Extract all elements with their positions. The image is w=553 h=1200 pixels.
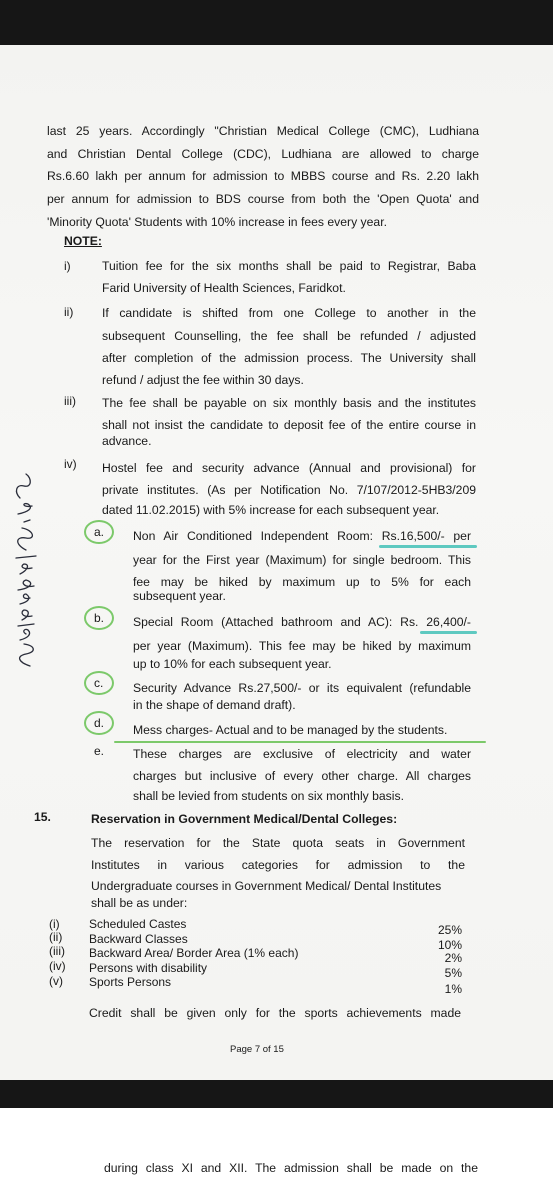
note-iv-line-2: private institutes. (As per Notification No. 7/107/2012-5HB3/209 [102, 483, 476, 497]
reservation-label-5: Sports Persons [89, 975, 172, 989]
reservation-num-4: (iv) [49, 959, 66, 973]
note-iv-line-3: dated 11.02.2015) with 5% increase for each subsequent year. [102, 503, 440, 517]
sub-a-line-1: Non Air Conditioned Independent Room: Rs.16,500/- per [133, 529, 471, 543]
sub-a-line-3: fee may be hiked by maximum up to 5% for each [133, 575, 471, 589]
note-i-line-2: Farid University of Health Sciences, Faridkot. [102, 281, 346, 295]
top-dark-band [0, 0, 553, 45]
bottom-dark-band [0, 1080, 553, 1108]
reservation-num-2: (ii) [49, 930, 63, 944]
sub-e-line-3: shall be levied from students on six monthly basis. [133, 789, 404, 803]
page-number: Page 7 of 15 [230, 1044, 284, 1055]
para-line-5: 'Minority Quota' Students with 10% increase in fees every year. [47, 215, 387, 229]
green-underline-d [114, 741, 486, 743]
sub-a-line-4: subsequent year. [133, 589, 226, 603]
note-i-line-1: Tuition fee for the six months shall be paid to Registrar, Baba [102, 259, 476, 273]
section-line-1: The reservation for the State quota seats in Government [91, 836, 465, 850]
para-line-1: last 25 years. Accordingly "Christian Medical College (CMC), Ludhiana [47, 124, 479, 138]
reservation-label-1: Scheduled Castes [89, 917, 187, 931]
sub-num-d: d. [94, 716, 105, 730]
note-iii-line-2: shall not insist the candidate to deposit fee of the entire course in [102, 418, 476, 432]
sub-a-line-2: year for the First year (Maximum) for single bedroom. This [133, 553, 471, 567]
reservation-pct-2: 10% [437, 938, 462, 952]
section-line-2: Institutes in various categories for admission to the [91, 858, 465, 872]
reservation-label-3: Backward Area/ Border Area (1% each) [89, 946, 299, 960]
note-num-ii: ii) [64, 305, 74, 319]
sub-e-line-2: charges but inclusive of every other charge. All charges [133, 769, 471, 783]
note-ii-line-4: refund / adjust the fee within 30 days. [102, 373, 304, 387]
section-number: 15. [34, 810, 51, 824]
reservation-pct-1: 25% [437, 923, 462, 937]
para-line-4: per annum for admission to BDS course from both the 'Open Quota' and [47, 192, 479, 206]
section-line-3: Undergraduate courses in Government Medical/ Dental Institutes [91, 879, 442, 893]
highlight-underline-b [420, 631, 477, 634]
sub-num-b: b. [94, 611, 105, 625]
note-ii-line-2: subsequent Counselling, the fee shall be refunded / adjusted [102, 329, 476, 343]
reservation-label-2: Backward Classes [89, 932, 188, 946]
sub-b-line-3: up to 10% for each subsequent year. [133, 657, 332, 671]
reservation-num-3: (iii) [49, 944, 65, 958]
sub-e-line-1: These charges are exclusive of electricity and water [133, 747, 471, 761]
note-num-iv: iv) [64, 457, 77, 471]
section-line-4: shall be as under: [91, 896, 188, 910]
note-num-iii: iii) [64, 394, 76, 408]
note-ii-line-1: If candidate is shifted from one College to another in the [102, 306, 476, 320]
sub-d-line-1: Mess charges- Actual and to be managed by the students. [133, 723, 448, 737]
sub-num-c: c. [94, 676, 104, 690]
highlight-underline-a [379, 545, 477, 548]
reservation-num-5: (v) [49, 974, 63, 988]
sub-c-line-2: in the shape of demand draft). [133, 698, 296, 712]
note-iv-line-1: Hostel fee and security advance (Annual and provisional) for [102, 461, 476, 475]
next-page-line: during class XI and XII. The admission shall be made on the [104, 1161, 478, 1175]
note-num-i: i) [64, 259, 71, 273]
sub-b-line-2: per year (Maximum). This fee may be hiked by maximum [133, 639, 471, 653]
para-line-2: and Christian Dental College (CDC), Ludhiana are allowed to charge [47, 147, 479, 161]
sub-num-a: a. [94, 525, 105, 539]
sub-c-line-1: Security Advance Rs.27,500/- or its equivalent (refundable [133, 681, 471, 695]
reservation-pct-4: 5% [444, 966, 462, 980]
handwritten-signature [6, 470, 46, 670]
note-heading: NOTE: [64, 234, 102, 248]
credit-line: Credit shall be given only for the sports achievements made [89, 1006, 461, 1020]
note-iii-line-1: The fee shall be payable on six monthly basis and the institutes [102, 396, 476, 410]
section-heading: Reservation in Government Medical/Dental Colleges: [91, 812, 398, 826]
reservation-num-1: (i) [49, 917, 60, 931]
sub-b-line-1: Special Room (Attached bathroom and AC): Rs. 26,400/- [133, 615, 471, 629]
note-iii-line-3: advance. [102, 434, 152, 448]
sub-num-e: e. [94, 744, 105, 758]
note-ii-line-3: after completion of the admission process. The University shall [102, 351, 476, 365]
para-line-3: Rs.6.60 lakh per annum for admission to MBBS course and Rs. 2.20 lakh [47, 169, 479, 183]
reservation-pct-3: 2% [444, 951, 462, 965]
reservation-label-4: Persons with disability [89, 961, 208, 975]
reservation-pct-5: 1% [444, 982, 462, 996]
